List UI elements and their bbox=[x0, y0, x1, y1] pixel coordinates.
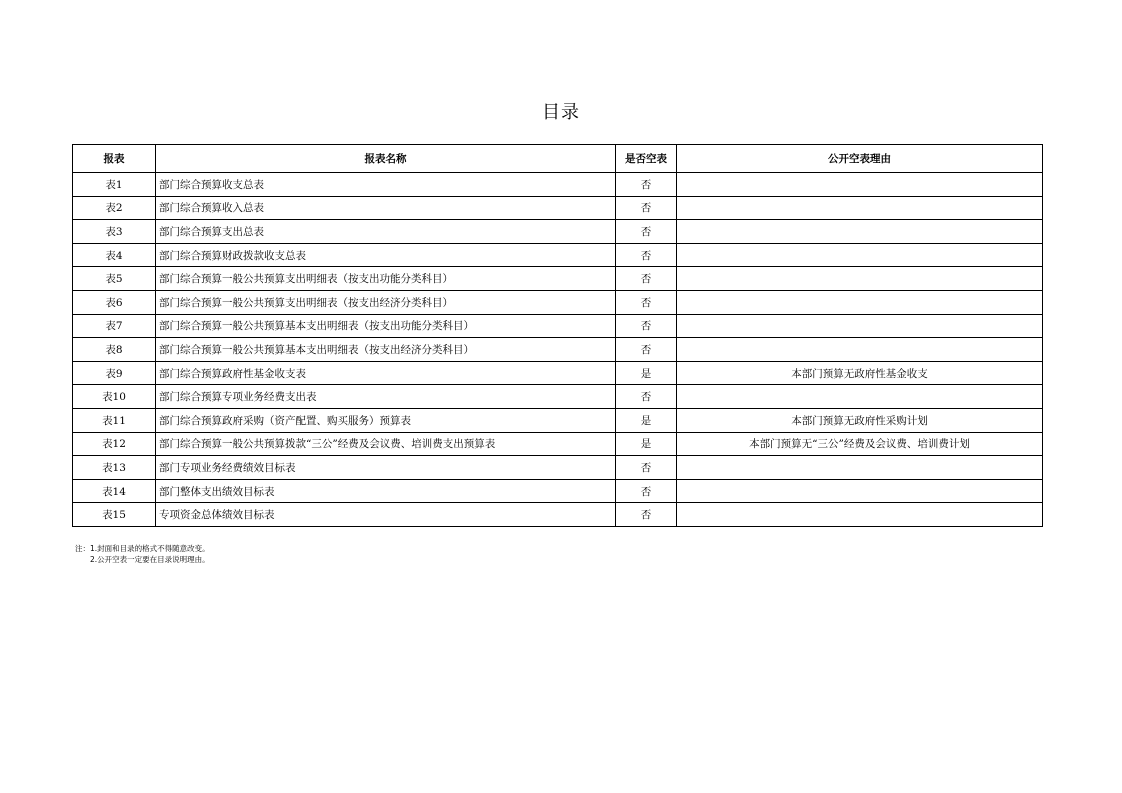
report-no-cell: 表9 bbox=[73, 361, 156, 385]
is-empty-cell: 否 bbox=[616, 338, 677, 362]
table-row bbox=[73, 338, 1043, 362]
empty-reason-cell bbox=[677, 173, 1043, 197]
table-header-row bbox=[73, 145, 1043, 173]
table-row bbox=[73, 361, 1043, 385]
report-name-cell: 部门综合预算一般公共预算基本支出明细表（按支出经济分类科目） bbox=[156, 338, 616, 362]
report-name-cell: 部门综合预算收入总表 bbox=[156, 196, 616, 220]
footnote-2: 2.公开空表一定要在目录说明理由。 bbox=[90, 555, 210, 564]
report-name-cell: 部门专项业务经费绩效目标表 bbox=[156, 456, 616, 480]
table-row bbox=[73, 290, 1043, 314]
report-name-cell: 部门综合预算一般公共预算支出明细表（按支出功能分类科目） bbox=[156, 267, 616, 291]
empty-reason-cell bbox=[677, 290, 1043, 314]
table-row bbox=[73, 196, 1043, 220]
is-empty-cell: 否 bbox=[616, 290, 677, 314]
empty-reason-cell bbox=[677, 314, 1043, 338]
is-empty-cell: 否 bbox=[616, 173, 677, 197]
is-empty-cell: 是 bbox=[616, 408, 677, 432]
table-row bbox=[73, 173, 1043, 197]
is-empty-cell: 否 bbox=[616, 196, 677, 220]
empty-reason-cell bbox=[677, 479, 1043, 503]
is-empty-cell: 否 bbox=[616, 479, 677, 503]
empty-reason-cell bbox=[677, 267, 1043, 291]
header-empty-reason: 公开空表理由 bbox=[677, 145, 1043, 173]
table-row bbox=[73, 385, 1043, 409]
report-name-cell: 部门整体支出绩效目标表 bbox=[156, 479, 616, 503]
footnote-1: 注：1.封面和目录的格式不得随意改变。 bbox=[75, 544, 210, 553]
report-name-cell: 部门综合预算一般公共预算基本支出明细表（按支出功能分类科目） bbox=[156, 314, 616, 338]
empty-reason-cell: 本部门预算无“三公”经费及会议费、培训费计划 bbox=[677, 432, 1043, 456]
empty-reason-cell bbox=[677, 243, 1043, 267]
empty-reason-cell bbox=[677, 220, 1043, 244]
report-name-cell: 部门综合预算一般公共预算拨款“三公”经费及会议费、培训费支出预算表 bbox=[156, 432, 616, 456]
report-no-cell: 表3 bbox=[73, 220, 156, 244]
report-no-cell: 表4 bbox=[73, 243, 156, 267]
table-row bbox=[73, 243, 1043, 267]
is-empty-cell: 否 bbox=[616, 456, 677, 480]
empty-reason-cell bbox=[677, 503, 1043, 527]
table-row bbox=[73, 408, 1043, 432]
report-name-cell: 部门综合预算财政拨款收支总表 bbox=[156, 243, 616, 267]
empty-reason-cell bbox=[677, 456, 1043, 480]
is-empty-cell: 否 bbox=[616, 267, 677, 291]
report-no-cell: 表8 bbox=[73, 338, 156, 362]
table-row bbox=[73, 314, 1043, 338]
table-row bbox=[73, 503, 1043, 527]
footnotes bbox=[75, 543, 210, 565]
is-empty-cell: 是 bbox=[616, 432, 677, 456]
report-name-cell: 部门综合预算专项业务经费支出表 bbox=[156, 385, 616, 409]
table-row bbox=[73, 267, 1043, 291]
empty-reason-cell bbox=[677, 385, 1043, 409]
report-catalog-table bbox=[72, 144, 1043, 527]
report-no-cell: 表14 bbox=[73, 479, 156, 503]
is-empty-cell: 是 bbox=[616, 361, 677, 385]
report-no-cell: 表10 bbox=[73, 385, 156, 409]
report-no-cell: 表1 bbox=[73, 173, 156, 197]
empty-reason-cell bbox=[677, 196, 1043, 220]
report-no-cell: 表13 bbox=[73, 456, 156, 480]
report-no-cell: 表6 bbox=[73, 290, 156, 314]
report-name-cell: 部门综合预算收支总表 bbox=[156, 173, 616, 197]
header-report-no: 报表 bbox=[73, 145, 156, 173]
report-no-cell: 表11 bbox=[73, 408, 156, 432]
table-row bbox=[73, 456, 1043, 480]
is-empty-cell: 否 bbox=[616, 243, 677, 267]
is-empty-cell: 否 bbox=[616, 220, 677, 244]
is-empty-cell: 否 bbox=[616, 385, 677, 409]
table-row bbox=[73, 432, 1043, 456]
report-no-cell: 表5 bbox=[73, 267, 156, 291]
report-name-cell: 部门综合预算一般公共预算支出明细表（按支出经济分类科目） bbox=[156, 290, 616, 314]
report-name-cell: 专项资金总体绩效目标表 bbox=[156, 503, 616, 527]
report-no-cell: 表7 bbox=[73, 314, 156, 338]
empty-reason-cell: 本部门预算无政府性基金收支 bbox=[677, 361, 1043, 385]
header-report-name: 报表名称 bbox=[156, 145, 616, 173]
is-empty-cell: 否 bbox=[616, 503, 677, 527]
page-title: 目录 bbox=[542, 102, 580, 123]
header-is-empty: 是否空表 bbox=[616, 145, 677, 173]
table-row bbox=[73, 479, 1043, 503]
report-name-cell: 部门综合预算政府采购（资产配置、购买服务）预算表 bbox=[156, 408, 616, 432]
table-row bbox=[73, 220, 1043, 244]
empty-reason-cell: 本部门预算无政府性采购计划 bbox=[677, 408, 1043, 432]
report-no-cell: 表2 bbox=[73, 196, 156, 220]
report-name-cell: 部门综合预算支出总表 bbox=[156, 220, 616, 244]
report-no-cell: 表15 bbox=[73, 503, 156, 527]
report-no-cell: 表12 bbox=[73, 432, 156, 456]
report-name-cell: 部门综合预算政府性基金收支表 bbox=[156, 361, 616, 385]
empty-reason-cell bbox=[677, 338, 1043, 362]
is-empty-cell: 否 bbox=[616, 314, 677, 338]
